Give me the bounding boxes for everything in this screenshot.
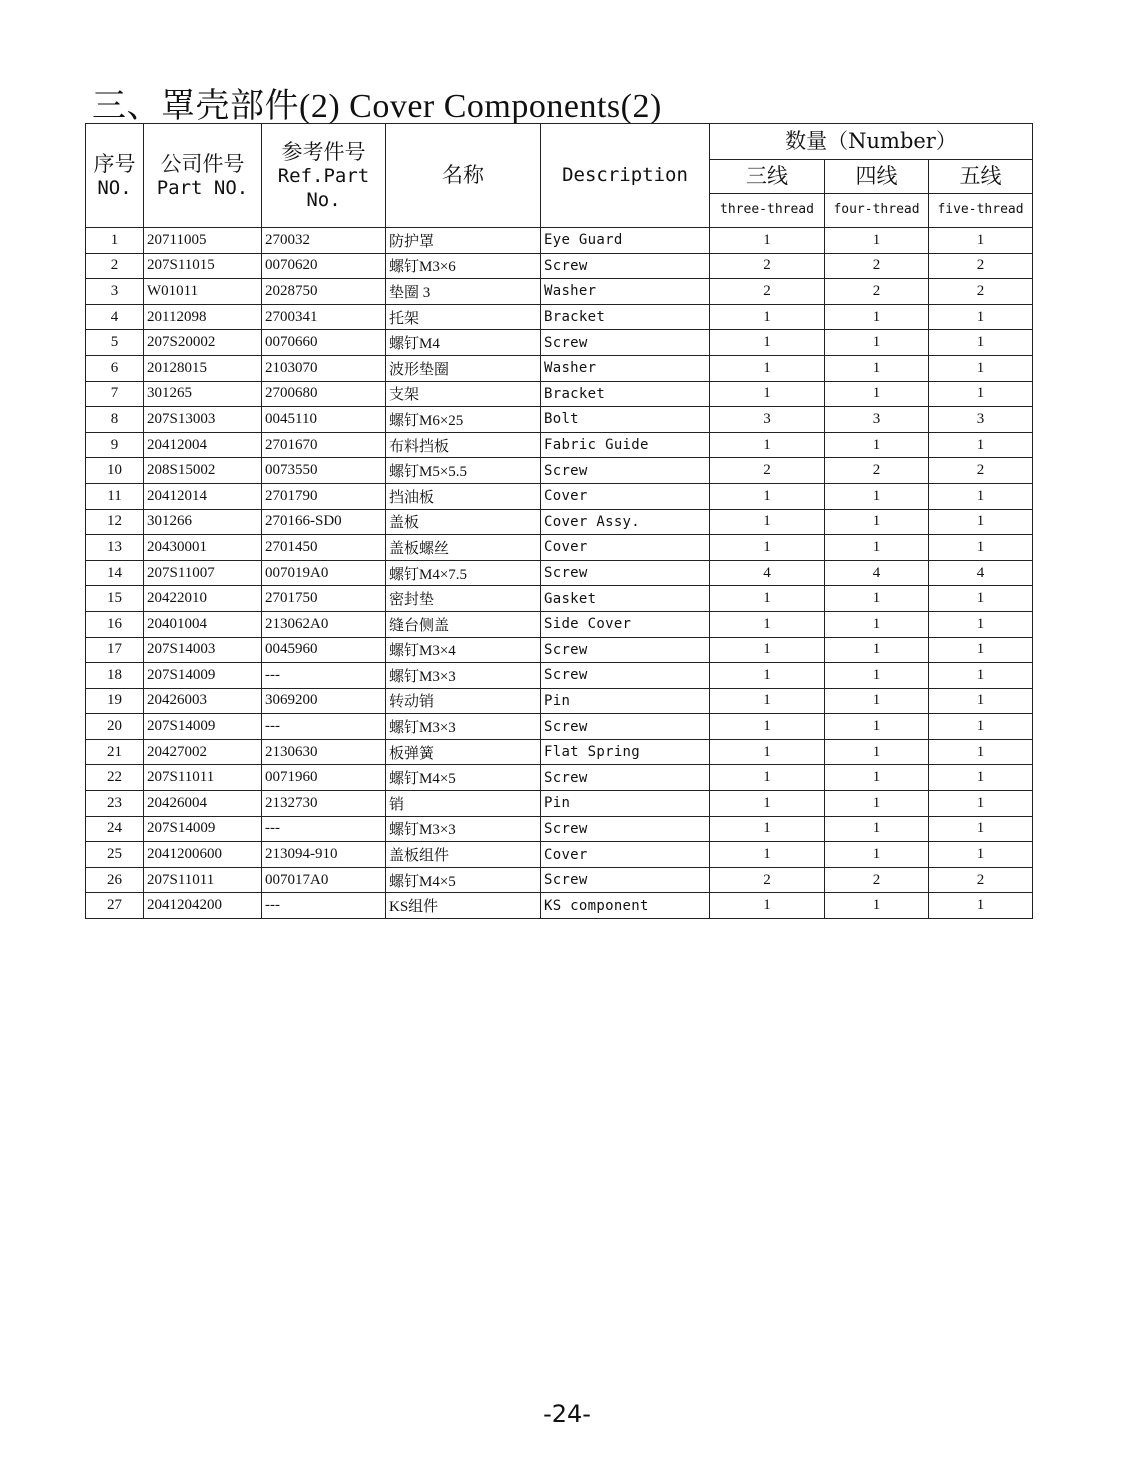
cell-ref-part-no: 007017A0 bbox=[262, 867, 386, 893]
table-row bbox=[86, 228, 1033, 254]
cell-no: 2 bbox=[86, 253, 144, 279]
table-row bbox=[86, 637, 1033, 663]
cell-qty-four-thread: 1 bbox=[825, 842, 929, 868]
cell-description: Pin bbox=[541, 688, 710, 714]
cell-no: 1 bbox=[86, 228, 144, 254]
cell-part-no: 207S14009 bbox=[144, 663, 262, 689]
cell-qty-three-thread: 1 bbox=[710, 637, 825, 663]
cell-qty-five-thread: 1 bbox=[929, 816, 1033, 842]
cell-qty-five-thread: 2 bbox=[929, 253, 1033, 279]
col-header-ref-en2: No. bbox=[306, 188, 341, 211]
table-row bbox=[86, 535, 1033, 561]
table-body bbox=[86, 228, 1033, 919]
cell-part-no: 2041204200 bbox=[144, 893, 262, 919]
cell-qty-four-thread: 3 bbox=[825, 407, 929, 433]
cell-qty-four-thread: 1 bbox=[825, 381, 929, 407]
cell-qty-three-thread: 1 bbox=[710, 739, 825, 765]
cell-name: 螺钉M4 bbox=[386, 330, 541, 356]
cell-name: 螺钉M3×4 bbox=[386, 637, 541, 663]
cell-qty-three-thread: 1 bbox=[710, 304, 825, 330]
cell-ref-part-no: 3069200 bbox=[262, 688, 386, 714]
cell-name: 盖板 bbox=[386, 509, 541, 535]
cell-qty-four-thread: 1 bbox=[825, 893, 929, 919]
cell-no: 5 bbox=[86, 330, 144, 356]
table-row bbox=[86, 381, 1033, 407]
col-header-ref bbox=[262, 124, 386, 228]
cell-no: 11 bbox=[86, 483, 144, 509]
cell-no: 14 bbox=[86, 560, 144, 586]
table-row bbox=[86, 458, 1033, 484]
col-header-five-en: five-thread bbox=[929, 194, 1033, 228]
cell-qty-five-thread: 2 bbox=[929, 279, 1033, 305]
cell-ref-part-no: 2701750 bbox=[262, 586, 386, 612]
cell-no: 17 bbox=[86, 637, 144, 663]
cell-name: 螺钉M5×5.5 bbox=[386, 458, 541, 484]
cell-qty-four-thread: 1 bbox=[825, 611, 929, 637]
cell-ref-part-no: 213094-910 bbox=[262, 842, 386, 868]
cell-description: Flat Spring bbox=[541, 739, 710, 765]
col-header-four-zh: 四线 bbox=[825, 160, 929, 194]
cell-name: 螺钉M4×5 bbox=[386, 765, 541, 791]
cell-ref-part-no: 0045110 bbox=[262, 407, 386, 433]
cell-ref-part-no: 2103070 bbox=[262, 355, 386, 381]
cell-qty-three-thread: 1 bbox=[710, 483, 825, 509]
cell-part-no: 301265 bbox=[144, 381, 262, 407]
cell-qty-four-thread: 2 bbox=[825, 279, 929, 305]
table-row bbox=[86, 432, 1033, 458]
col-header-ref-zh: 参考件号 bbox=[281, 139, 366, 164]
cell-no: 18 bbox=[86, 663, 144, 689]
cell-part-no: 207S14003 bbox=[144, 637, 262, 663]
cell-qty-three-thread: 1 bbox=[710, 586, 825, 612]
cell-no: 26 bbox=[86, 867, 144, 893]
cell-ref-part-no: 2028750 bbox=[262, 279, 386, 305]
cell-description: Cover bbox=[541, 535, 710, 561]
cell-qty-three-thread: 1 bbox=[710, 714, 825, 740]
cell-description: KS component bbox=[541, 893, 710, 919]
cell-no: 15 bbox=[86, 586, 144, 612]
cell-qty-five-thread: 1 bbox=[929, 714, 1033, 740]
cell-description: Side Cover bbox=[541, 611, 710, 637]
cell-name: 螺钉M3×3 bbox=[386, 663, 541, 689]
cell-description: Bracket bbox=[541, 381, 710, 407]
cell-no: 6 bbox=[86, 355, 144, 381]
cell-description: Screw bbox=[541, 458, 710, 484]
cell-qty-three-thread: 2 bbox=[710, 253, 825, 279]
cell-part-no: 207S11011 bbox=[144, 765, 262, 791]
cell-qty-four-thread: 1 bbox=[825, 330, 929, 356]
cell-qty-five-thread: 1 bbox=[929, 304, 1033, 330]
cell-qty-four-thread: 2 bbox=[825, 253, 929, 279]
cell-no: 16 bbox=[86, 611, 144, 637]
table-row bbox=[86, 560, 1033, 586]
cell-ref-part-no: 2701670 bbox=[262, 432, 386, 458]
cell-no: 20 bbox=[86, 714, 144, 740]
table-row bbox=[86, 893, 1033, 919]
cell-no: 19 bbox=[86, 688, 144, 714]
cell-qty-five-thread: 4 bbox=[929, 560, 1033, 586]
cell-qty-three-thread: 1 bbox=[710, 228, 825, 254]
col-header-part-en: Part NO. bbox=[156, 176, 249, 199]
cell-qty-three-thread: 2 bbox=[710, 279, 825, 305]
cell-qty-three-thread: 1 bbox=[710, 893, 825, 919]
table-row bbox=[86, 407, 1033, 433]
cell-qty-four-thread: 1 bbox=[825, 739, 929, 765]
cell-qty-three-thread: 1 bbox=[710, 355, 825, 381]
cell-qty-four-thread: 4 bbox=[825, 560, 929, 586]
cell-part-no: 20430001 bbox=[144, 535, 262, 561]
cell-part-no: 20412004 bbox=[144, 432, 262, 458]
cell-ref-part-no: 2700341 bbox=[262, 304, 386, 330]
col-header-five-zh: 五线 bbox=[929, 160, 1033, 194]
cell-qty-five-thread: 3 bbox=[929, 407, 1033, 433]
cell-description: Screw bbox=[541, 663, 710, 689]
cell-no: 21 bbox=[86, 739, 144, 765]
cell-part-no: 207S11007 bbox=[144, 560, 262, 586]
cell-ref-part-no: 270032 bbox=[262, 228, 386, 254]
cell-qty-five-thread: 1 bbox=[929, 535, 1033, 561]
cell-part-no: 20112098 bbox=[144, 304, 262, 330]
cell-name: 螺钉M4×5 bbox=[386, 867, 541, 893]
cell-qty-four-thread: 1 bbox=[825, 637, 929, 663]
cell-no: 25 bbox=[86, 842, 144, 868]
cell-description: Bracket bbox=[541, 304, 710, 330]
cell-qty-five-thread: 1 bbox=[929, 483, 1033, 509]
col-header-description: Description bbox=[541, 124, 710, 228]
cell-ref-part-no: --- bbox=[262, 816, 386, 842]
table-row bbox=[86, 663, 1033, 689]
cell-no: 3 bbox=[86, 279, 144, 305]
cell-name: 缝台侧盖 bbox=[386, 611, 541, 637]
cell-ref-part-no: 2700680 bbox=[262, 381, 386, 407]
cell-description: Bolt bbox=[541, 407, 710, 433]
cell-qty-five-thread: 1 bbox=[929, 611, 1033, 637]
cell-qty-five-thread: 1 bbox=[929, 432, 1033, 458]
cell-part-no: 20426004 bbox=[144, 791, 262, 817]
cell-ref-part-no: --- bbox=[262, 893, 386, 919]
cell-name: 螺钉M3×3 bbox=[386, 816, 541, 842]
cell-qty-three-thread: 1 bbox=[710, 765, 825, 791]
col-header-quantity: 数量（Number） bbox=[710, 124, 1033, 160]
cell-qty-three-thread: 1 bbox=[710, 330, 825, 356]
col-header-name: 名称 bbox=[386, 124, 541, 228]
col-header-no bbox=[86, 124, 144, 228]
cell-name: 螺钉M4×7.5 bbox=[386, 560, 541, 586]
parts-table bbox=[85, 123, 1033, 919]
cell-name: 托架 bbox=[386, 304, 541, 330]
cell-part-no: 20401004 bbox=[144, 611, 262, 637]
cell-description: Fabric Guide bbox=[541, 432, 710, 458]
cell-ref-part-no: 0070660 bbox=[262, 330, 386, 356]
cell-name: 盖板螺丝 bbox=[386, 535, 541, 561]
cell-qty-five-thread: 1 bbox=[929, 842, 1033, 868]
cell-part-no: 20422010 bbox=[144, 586, 262, 612]
cell-qty-five-thread: 1 bbox=[929, 586, 1033, 612]
cell-qty-four-thread: 1 bbox=[825, 483, 929, 509]
cell-qty-three-thread: 2 bbox=[710, 867, 825, 893]
cell-qty-three-thread: 1 bbox=[710, 611, 825, 637]
cell-description: Screw bbox=[541, 867, 710, 893]
cell-ref-part-no: --- bbox=[262, 663, 386, 689]
cell-qty-four-thread: 1 bbox=[825, 228, 929, 254]
cell-qty-five-thread: 1 bbox=[929, 381, 1033, 407]
table-row bbox=[86, 586, 1033, 612]
cell-qty-three-thread: 3 bbox=[710, 407, 825, 433]
cell-qty-four-thread: 1 bbox=[825, 765, 929, 791]
cell-qty-four-thread: 1 bbox=[825, 714, 929, 740]
table-row bbox=[86, 714, 1033, 740]
cell-name: 销 bbox=[386, 791, 541, 817]
cell-ref-part-no: 0045960 bbox=[262, 637, 386, 663]
cell-part-no: 207S14009 bbox=[144, 816, 262, 842]
table-row bbox=[86, 867, 1033, 893]
cell-qty-four-thread: 2 bbox=[825, 458, 929, 484]
cell-description: Eye Guard bbox=[541, 228, 710, 254]
cell-no: 4 bbox=[86, 304, 144, 330]
cell-part-no: 207S20002 bbox=[144, 330, 262, 356]
cell-qty-five-thread: 2 bbox=[929, 867, 1033, 893]
cell-name: 布料挡板 bbox=[386, 432, 541, 458]
cell-qty-five-thread: 1 bbox=[929, 739, 1033, 765]
page-title: 三、罩壳部件(2) Cover Components(2) bbox=[92, 88, 662, 125]
cell-qty-three-thread: 4 bbox=[710, 560, 825, 586]
cell-qty-three-thread: 1 bbox=[710, 816, 825, 842]
cell-ref-part-no: 0071960 bbox=[262, 765, 386, 791]
cell-qty-five-thread: 1 bbox=[929, 765, 1033, 791]
cell-part-no: 20426003 bbox=[144, 688, 262, 714]
cell-part-no: 208S15002 bbox=[144, 458, 262, 484]
cell-name: 转动销 bbox=[386, 688, 541, 714]
table-row bbox=[86, 304, 1033, 330]
cell-name: 密封垫 bbox=[386, 586, 541, 612]
cell-ref-part-no: 270166-SD0 bbox=[262, 509, 386, 535]
table-row bbox=[86, 842, 1033, 868]
cell-qty-four-thread: 2 bbox=[825, 867, 929, 893]
cell-ref-part-no: 213062A0 bbox=[262, 611, 386, 637]
cell-no: 22 bbox=[86, 765, 144, 791]
cell-qty-four-thread: 1 bbox=[825, 304, 929, 330]
cell-part-no: 301266 bbox=[144, 509, 262, 535]
cell-no: 7 bbox=[86, 381, 144, 407]
cell-part-no: 207S14009 bbox=[144, 714, 262, 740]
cell-part-no: 207S11011 bbox=[144, 867, 262, 893]
cell-description: Screw bbox=[541, 816, 710, 842]
cell-name: 螺钉M6×25 bbox=[386, 407, 541, 433]
cell-qty-three-thread: 1 bbox=[710, 381, 825, 407]
cell-qty-four-thread: 1 bbox=[825, 535, 929, 561]
table-row bbox=[86, 279, 1033, 305]
col-header-ref-en1: Ref.Part bbox=[277, 164, 370, 187]
cell-qty-three-thread: 1 bbox=[710, 535, 825, 561]
cell-description: Screw bbox=[541, 253, 710, 279]
cell-qty-five-thread: 1 bbox=[929, 637, 1033, 663]
cell-part-no: W01011 bbox=[144, 279, 262, 305]
cell-name: 支架 bbox=[386, 381, 541, 407]
cell-description: Gasket bbox=[541, 586, 710, 612]
col-header-three-en: three-thread bbox=[710, 194, 825, 228]
cell-ref-part-no: 007019A0 bbox=[262, 560, 386, 586]
cell-description: Screw bbox=[541, 765, 710, 791]
table-row bbox=[86, 483, 1033, 509]
cell-qty-four-thread: 1 bbox=[825, 791, 929, 817]
cell-ref-part-no: 0070620 bbox=[262, 253, 386, 279]
cell-no: 24 bbox=[86, 816, 144, 842]
cell-description: Washer bbox=[541, 279, 710, 305]
cell-name: 挡油板 bbox=[386, 483, 541, 509]
table-row bbox=[86, 739, 1033, 765]
cell-name: 板弹簧 bbox=[386, 739, 541, 765]
cell-description: Screw bbox=[541, 560, 710, 586]
cell-name: 螺钉M3×6 bbox=[386, 253, 541, 279]
cell-name: 防护罩 bbox=[386, 228, 541, 254]
cell-qty-five-thread: 1 bbox=[929, 330, 1033, 356]
cell-qty-four-thread: 1 bbox=[825, 688, 929, 714]
cell-part-no: 207S13003 bbox=[144, 407, 262, 433]
cell-qty-three-thread: 1 bbox=[710, 509, 825, 535]
cell-description: Pin bbox=[541, 791, 710, 817]
cell-qty-four-thread: 1 bbox=[825, 586, 929, 612]
cell-no: 12 bbox=[86, 509, 144, 535]
cell-qty-five-thread: 1 bbox=[929, 228, 1033, 254]
cell-part-no: 20711005 bbox=[144, 228, 262, 254]
cell-qty-three-thread: 2 bbox=[710, 458, 825, 484]
cell-part-no: 20128015 bbox=[144, 355, 262, 381]
cell-no: 10 bbox=[86, 458, 144, 484]
table-row bbox=[86, 253, 1033, 279]
cell-name: 垫圈 3 bbox=[386, 279, 541, 305]
col-header-no-zh: 序号 bbox=[93, 151, 136, 176]
cell-qty-four-thread: 1 bbox=[825, 355, 929, 381]
cell-ref-part-no: 2130630 bbox=[262, 739, 386, 765]
cell-qty-three-thread: 1 bbox=[710, 688, 825, 714]
table-header bbox=[86, 124, 1033, 228]
cell-qty-five-thread: 1 bbox=[929, 791, 1033, 817]
cell-qty-five-thread: 1 bbox=[929, 355, 1033, 381]
cell-qty-three-thread: 1 bbox=[710, 663, 825, 689]
cell-no: 9 bbox=[86, 432, 144, 458]
cell-name: 螺钉M3×3 bbox=[386, 714, 541, 740]
cell-qty-three-thread: 1 bbox=[710, 842, 825, 868]
cell-qty-three-thread: 1 bbox=[710, 432, 825, 458]
cell-qty-four-thread: 1 bbox=[825, 663, 929, 689]
cell-qty-five-thread: 1 bbox=[929, 688, 1033, 714]
cell-part-no: 20427002 bbox=[144, 739, 262, 765]
cell-ref-part-no: 2701790 bbox=[262, 483, 386, 509]
cell-no: 27 bbox=[86, 893, 144, 919]
cell-description: Cover bbox=[541, 842, 710, 868]
cell-no: 23 bbox=[86, 791, 144, 817]
cell-qty-five-thread: 1 bbox=[929, 663, 1033, 689]
cell-description: Screw bbox=[541, 714, 710, 740]
cell-no: 13 bbox=[86, 535, 144, 561]
cell-description: Screw bbox=[541, 637, 710, 663]
cell-ref-part-no: 2132730 bbox=[262, 791, 386, 817]
page-number: -24- bbox=[543, 1400, 591, 1428]
table-row bbox=[86, 816, 1033, 842]
table-row bbox=[86, 355, 1033, 381]
table-row bbox=[86, 611, 1033, 637]
cell-name: 波形垫圈 bbox=[386, 355, 541, 381]
cell-description: Washer bbox=[541, 355, 710, 381]
cell-part-no: 207S11015 bbox=[144, 253, 262, 279]
cell-no: 8 bbox=[86, 407, 144, 433]
cell-qty-four-thread: 1 bbox=[825, 816, 929, 842]
cell-ref-part-no: --- bbox=[262, 714, 386, 740]
table-row bbox=[86, 688, 1033, 714]
col-header-no-en: NO. bbox=[97, 176, 132, 199]
cell-qty-five-thread: 2 bbox=[929, 458, 1033, 484]
col-header-part-zh: 公司件号 bbox=[160, 151, 245, 176]
cell-name: 盖板组件 bbox=[386, 842, 541, 868]
table-row bbox=[86, 791, 1033, 817]
cell-qty-four-thread: 1 bbox=[825, 432, 929, 458]
cell-part-no: 2041200600 bbox=[144, 842, 262, 868]
cell-description: Cover Assy. bbox=[541, 509, 710, 535]
cell-qty-three-thread: 1 bbox=[710, 791, 825, 817]
cell-qty-five-thread: 1 bbox=[929, 893, 1033, 919]
cell-qty-four-thread: 1 bbox=[825, 509, 929, 535]
col-header-three-zh: 三线 bbox=[710, 160, 825, 194]
cell-description: Cover bbox=[541, 483, 710, 509]
cell-part-no: 20412014 bbox=[144, 483, 262, 509]
table-row bbox=[86, 509, 1033, 535]
cell-ref-part-no: 0073550 bbox=[262, 458, 386, 484]
table-row bbox=[86, 330, 1033, 356]
col-header-four-en: four-thread bbox=[825, 194, 929, 228]
cell-description: Screw bbox=[541, 330, 710, 356]
cell-qty-five-thread: 1 bbox=[929, 509, 1033, 535]
col-header-part bbox=[144, 124, 262, 228]
cell-name: KS组件 bbox=[386, 893, 541, 919]
table-row bbox=[86, 765, 1033, 791]
cell-ref-part-no: 2701450 bbox=[262, 535, 386, 561]
